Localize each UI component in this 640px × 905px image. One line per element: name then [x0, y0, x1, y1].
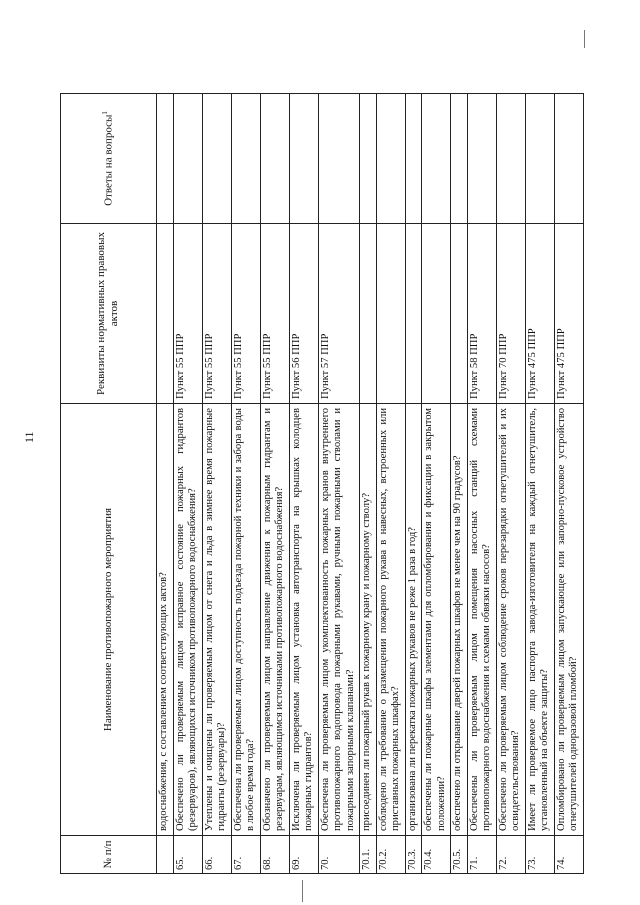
row-answer-cell	[422, 94, 451, 224]
footnote-mark: 1	[100, 111, 109, 115]
row-answer-cell	[231, 94, 260, 224]
table-row	[318, 94, 360, 874]
table-row	[422, 94, 451, 874]
row-legal-reference: Пункт 475 ППР	[554, 224, 583, 404]
table-row	[525, 94, 554, 874]
row-measure-text: обеспечены ли пожарные шкафы элементами для опломбирования и фиксации в закрытом положении?	[422, 404, 451, 836]
row-answer-cell	[318, 94, 360, 224]
row-answer-cell	[467, 94, 496, 224]
row-measure-text: Обозначено ли проверяемым лицом направление движения к пожарным гидрантам и резервуарам, являющимся источниками противопожарного водоснабжения?	[260, 404, 289, 836]
row-answer-cell	[525, 94, 554, 224]
row-measure-text: Утеплены и очищены ли проверяемым лицом от снега и льда в зимнее время пожарные гидранты (резервуары)?	[202, 404, 231, 836]
row-legal-reference: Пункт 55 ППР	[202, 224, 231, 404]
row-number: 71.	[467, 836, 496, 874]
row-legal-reference: Пункт 55 ППР	[173, 224, 202, 404]
row-legal-reference	[451, 224, 468, 404]
row-legal-reference: Пункт 57 ППР	[318, 224, 360, 404]
row-answer-cell	[405, 94, 422, 224]
table-row	[202, 94, 231, 874]
row-measure-text: обеспечено ли открывание дверей пожарных шкафов не менее чем на 90 градусов?	[451, 404, 468, 836]
scan-mark	[584, 30, 585, 48]
header-answer	[61, 94, 157, 224]
row-legal-reference	[157, 224, 174, 404]
table-row	[157, 94, 174, 874]
table-row	[231, 94, 260, 874]
row-measure-text: Обеспечена ли проверяемым лицом доступность подъезда пожарной техники и забора воды в любое время года?	[231, 404, 260, 836]
table-row	[554, 94, 583, 874]
scan-mark	[302, 880, 303, 902]
row-measure-text: Обеспечена ли проверяемым лицом укомплектованность пожарных кранов внутреннего противопожарного водопровода пожарными рукавами, ручными пожарными стволами и пожарными запорными клапанами?	[318, 404, 360, 836]
table-row	[496, 94, 525, 874]
row-number	[157, 836, 174, 874]
row-answer-cell	[376, 94, 405, 224]
row-number: 74.	[554, 836, 583, 874]
row-legal-reference: Пункт 55 ППР	[260, 224, 289, 404]
row-answer-cell	[496, 94, 525, 224]
row-number: 70.3.	[405, 836, 422, 874]
header-name: Наименование противопожарного мероприятия	[61, 404, 157, 836]
row-legal-reference: Пункт 58 ППР	[467, 224, 496, 404]
row-measure-text: присоединен ли пожарный рукав к пожарному крану и пожарному стволу?	[360, 404, 377, 836]
row-measure-text: Обеспечено ли проверяемым лицом соблюдение сроков перезарядки огнетушителей и их освидетельствования?	[496, 404, 525, 836]
row-measure-text: соблюдено ли требование о размещении пожарного рукава в навесных, встроенных или приставных пожарных шкафах?	[376, 404, 405, 836]
row-number: 73.	[525, 836, 554, 874]
row-number: 70.1.	[360, 836, 377, 874]
header-answer-label: Ответы на вопросы	[102, 114, 115, 206]
row-number: 67.	[231, 836, 260, 874]
row-answer-cell	[360, 94, 377, 224]
row-answer-cell	[202, 94, 231, 224]
table-row	[260, 94, 289, 874]
row-number: 70.5.	[451, 836, 468, 874]
row-answer-cell	[451, 94, 468, 224]
row-legal-reference	[376, 224, 405, 404]
page-number: 11	[22, 431, 36, 443]
row-answer-cell	[554, 94, 583, 224]
row-measure-text: Имеет ли проверяемое лицо паспорта завода-изготовителя на каждый огнетушитель, установленный на объекте защиты?	[525, 404, 554, 836]
row-measure-text: Обеспечены ли проверяемым лицом помещения насосных станций схемами противопожарного водоснабжения и схемами обвязки насосов?	[467, 404, 496, 836]
row-answer-cell	[173, 94, 202, 224]
row-measure-text: организована ли перекатка пожарных рукавов не реже 1 раза в год?	[405, 404, 422, 836]
row-answer-cell	[157, 94, 174, 224]
row-number: 70.4.	[422, 836, 451, 874]
row-number: 70.	[318, 836, 360, 874]
row-measure-text: Исключена ли проверяемым лицом установка автотранспорта на крышках колодцев пожарных гидрантов?	[289, 404, 318, 836]
table-row	[360, 94, 377, 874]
table-row	[289, 94, 318, 874]
table-row	[173, 94, 202, 874]
row-measure-text: Обеспечено ли проверяемым лицом исправное состояние пожарных гидрантов (резервуаров), являющихся источником противопожарного водоснабжения?	[173, 404, 202, 836]
row-legal-reference	[405, 224, 422, 404]
row-number: 69.	[289, 836, 318, 874]
fire-safety-checklist-table	[60, 93, 584, 874]
row-answer-cell	[260, 94, 289, 224]
row-measure-text: водоснабжения, с составлением соответствующих актов?	[157, 404, 174, 836]
row-legal-reference: Пункт 55 ППР	[231, 224, 260, 404]
table-row	[405, 94, 422, 874]
table-row	[451, 94, 468, 874]
row-number: 68.	[260, 836, 289, 874]
row-number: 72.	[496, 836, 525, 874]
row-number: 65.	[173, 836, 202, 874]
row-legal-reference: Пункт 56 ППР	[289, 224, 318, 404]
row-number: 66.	[202, 836, 231, 874]
row-answer-cell	[289, 94, 318, 224]
row-legal-reference	[360, 224, 377, 404]
table-row	[376, 94, 405, 874]
header-num: № п/п	[61, 836, 157, 874]
header-ref: Реквизиты нормативных правовых актов	[61, 224, 157, 404]
row-measure-text: Опломбировано ли проверяемым лицом запускающее или запорно-пусковое устройство огнетушителей одноразовой пломбой?	[554, 404, 583, 836]
document-sheet	[60, 94, 580, 874]
row-legal-reference	[422, 224, 451, 404]
table-header-row	[61, 94, 157, 874]
row-number: 70.2.	[376, 836, 405, 874]
row-legal-reference: Пункт 475 ППР	[525, 224, 554, 404]
row-legal-reference: Пункт 70 ППР	[496, 224, 525, 404]
table-row	[467, 94, 496, 874]
